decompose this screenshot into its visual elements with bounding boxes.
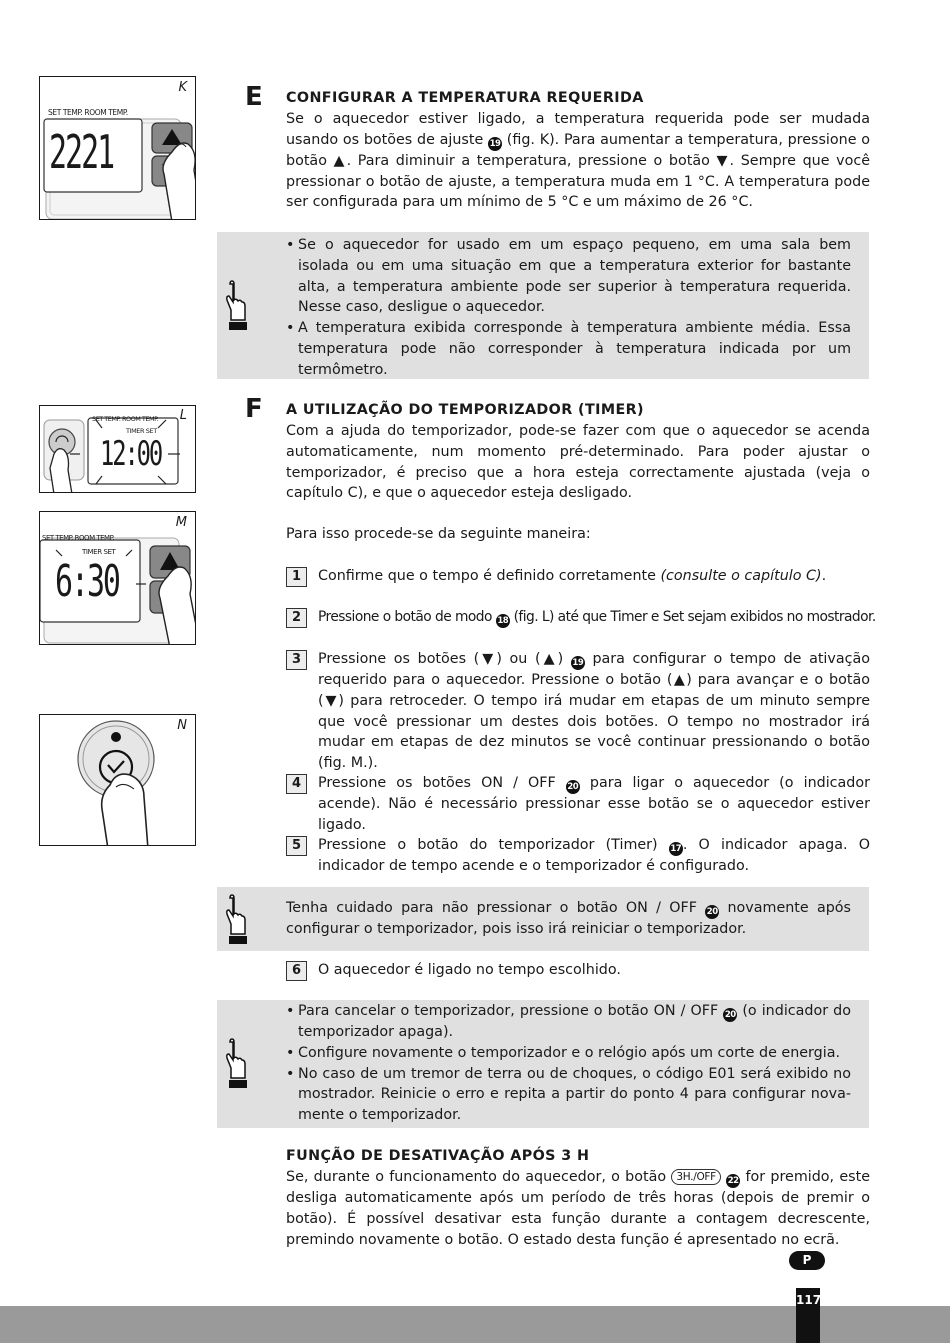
step-1-text-ref: (consulte o capítulo C) — [660, 568, 822, 584]
ref-19-icon: 19 — [572, 658, 584, 668]
step-4-text-b: para ligar o aquecedor (o indicador acende). Não é necessário pressionar esse botão se o aquecedor estiver ligado. — [318, 775, 870, 833]
step-5-number: 5 — [286, 836, 307, 856]
note-1-list — [286, 235, 851, 381]
ref-20-icon: 20 — [706, 907, 718, 917]
section-3h-text-a: Se, durante o funcionamento do aquecedor, o botão — [286, 1169, 667, 1185]
step-3-text — [318, 649, 870, 774]
step-5-text-b: . O indicador apaga. O indicador de tempo acende e o temporizador é configurado. — [318, 837, 870, 874]
ref-17-icon: 17 — [670, 844, 682, 854]
section-f-heading: A UTILIZAÇÃO DO TEMPORIZADOR (TIMER) — [286, 402, 644, 418]
note-1-item-2: • A temperatura exibida corresponde à temperatura ambiente média. Essa temperatura pode não corresponder à temperatura indicada por um termômetro. — [286, 318, 851, 380]
note-3-item-1-b: (o indicador do temporizador apaga). — [298, 1003, 852, 1040]
lcd-header-k: SET TEMP. ROOM TEMP. — [48, 108, 128, 117]
note-3-list — [286, 1001, 851, 1126]
pointing-hand-icon — [223, 280, 249, 332]
lcd-digits-k: 2221 — [49, 125, 114, 179]
3h-off-button-icon: 3H./OFF — [671, 1169, 721, 1185]
note-3-item-1 — [286, 1001, 851, 1043]
step-1-text-a: Confirme que o tempo é definido corretamente — [318, 568, 661, 584]
figure-m-label: M — [175, 515, 187, 530]
section-3h-heading: FUNÇÃO DE DESATIVAÇÃO APÓS 3 H — [286, 1148, 590, 1164]
section-f-letter: F — [245, 394, 263, 424]
step-6-text-a: O aquecedor é ligado no tempo escolhido. — [318, 962, 621, 978]
note-3-item-3: • No caso de um tremor de terra ou de choques, o código E01 será exibido no mostrador. Reinicie o erro e repita a partir do ponto 4 para configurar nova-mente o temporizador. — [286, 1064, 851, 1126]
step-2-text-a: Pressione o botão de modo — [318, 609, 492, 625]
figure-n — [39, 714, 196, 846]
note-box-3 — [217, 1000, 869, 1128]
section-3h-paragraph — [286, 1167, 870, 1250]
step-2-text — [318, 607, 876, 628]
step-3-text-b: para configurar o tempo de ativação requerido para o aquecedor. Pressione o botão (▲) para avançar e o botão (▼) para retroceder. O tempo irá mudar em etapas de um minuto sempre que você pressionar um destes dois botões. O tempo no mostrador irá mudar em etapas de dez minutos se você continuar pressionando o botão (fig. M.). — [318, 651, 870, 772]
figure-l — [39, 405, 196, 493]
ref-18-icon: 18 — [497, 616, 509, 626]
step-4-number: 4 — [286, 774, 307, 794]
figure-k-label: K — [178, 80, 187, 95]
note-box-1 — [217, 232, 869, 379]
lcd-sub-l: TIMER SET — [126, 427, 157, 435]
section-f-intro: Com a ajuda do temporizador, pode-se fazer com que o aquecedor se acenda automaticamente, num momento pré-determinado. Para poder ajustar o temporizador, é preciso que a hora esteja correctamente ajustada (veja o capítulo C), e que o aquecedor esteja desligado. — [286, 423, 870, 502]
note-2-text-a: Tenha cuidado para não pressionar o botão ON / OFF — [286, 900, 697, 916]
figure-l-label: L — [179, 408, 187, 423]
section-e-paragraph — [286, 109, 870, 213]
section-e-text-a: Se o aquecedor estiver ligado, a temperatura requerida pode ser mudada usando os botões de ajuste — [286, 111, 870, 148]
step-6-number: 6 — [286, 961, 307, 981]
step-1-number: 1 — [286, 567, 307, 587]
lcd-header-l: SET TEMP. ROOM TEMP. — [92, 415, 159, 423]
lcd-header-m: SET TEMP. ROOM TEMP. — [42, 534, 114, 542]
step-4-text-a: Pressione os botões ON / OFF — [318, 775, 556, 791]
step-6-text — [318, 960, 870, 981]
section-e-text-b: (fig. K). Para aumentar a temperatura, pressione o botão ▲. Para diminuir a temperatura, pressione o botão ▼. Sempre que você pressionar o botão de ajuste, a temperatura muda em 1 °C. A temperatura pode ser configurada para um mínimo de 5 °C e um máximo de 26 °C. — [286, 131, 871, 211]
note-2-text — [286, 898, 851, 940]
step-2-text-b: (fig. L) até que Timer e Set sejam exibidos no mostrador. — [513, 609, 876, 625]
step-2-number: 2 — [286, 608, 307, 628]
section-f-lead: Para isso procede-se da seguinte maneira: — [286, 526, 591, 542]
step-1-text-c: . — [821, 568, 827, 584]
ref-20-icon: 20 — [567, 782, 579, 792]
figure-n-label: N — [177, 718, 187, 733]
pointing-hand-icon — [223, 1038, 249, 1090]
section-3h-text-b: for premido, este desliga automaticamente após um período de três horas (depois de premir o botão). É possível desativar esta função durante a contagem decrescente, premindo novamente o botão. O estado desta função é apresentado no ecrã. — [286, 1169, 871, 1248]
section-e-letter: E — [245, 82, 263, 112]
note-3-item-2: • Configure novamente o temporizador e o relógio após um corte de energia. — [286, 1043, 851, 1064]
page-number: 117 — [796, 1288, 820, 1343]
language-badge: P — [789, 1251, 825, 1270]
pointing-hand-icon — [223, 894, 249, 946]
step-3-number: 3 — [286, 650, 307, 670]
figure-n-illustration — [40, 715, 196, 846]
note-2-text-b: novamente após configurar o temporizador, pois isso irá reiniciar o temporizador. — [286, 900, 852, 937]
step-5-text — [318, 835, 870, 877]
lcd-digits-l: 12:00 — [100, 434, 162, 474]
ref-22-icon: 22 — [727, 1176, 739, 1186]
figure-m — [39, 511, 196, 645]
section-e-heading: CONFIGURAR A TEMPERATURA REQUERIDA — [286, 90, 644, 106]
step-5-text-a: Pressione o botão do temporizador (Timer) — [318, 837, 658, 853]
ref-20-icon: 20 — [724, 1010, 736, 1020]
note-3-item-1-a: Para cancelar o temporizador, pressione o botão ON / OFF — [298, 1003, 719, 1019]
step-3-text-a: Pressione os botões (▼) ou (▲) — [318, 651, 564, 667]
note-box-2 — [217, 887, 869, 951]
lcd-sub-m: TIMER SET — [82, 548, 116, 556]
step-1-text — [318, 566, 870, 587]
note-1-item-1: • Se o aquecedor for usado em um espaço pequeno, em uma sala bem isolada ou em uma situação em que a temperatura exterior for bastante alta, a temperatura ambiente pode ser superior à temperatura requerida. Nesse caso, desligue o aquecedor. — [286, 235, 851, 318]
figure-k — [39, 76, 196, 220]
step-4-text — [318, 773, 870, 836]
ref-19-icon: 19 — [489, 138, 501, 149]
lcd-digits-m: 6:30 — [55, 556, 119, 607]
